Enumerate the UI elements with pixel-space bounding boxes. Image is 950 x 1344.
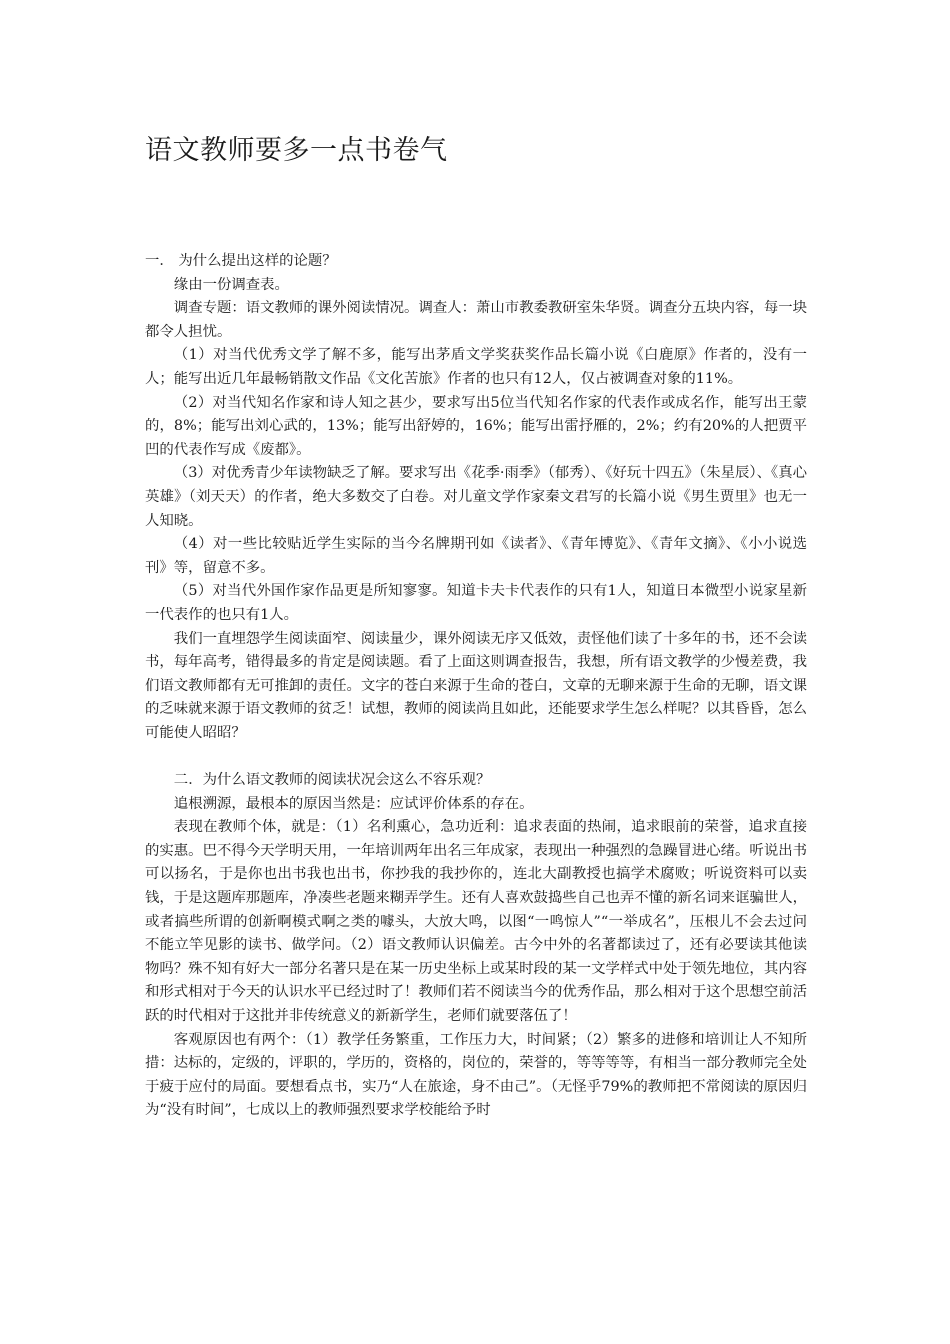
paragraph: 我们一直埋怨学生阅读面窄、阅读量少，课外阅读无序又低效，责怪他们读了十多年的书，还不会读书，每年高考，错得最多的肯定是阅读题。看了上面这则调查报告，我想，所有语文教学的少慢差费，我们语文教师都有无可推卸的责任。文字的苍白来源于生命的苍白，文章的无聊来源于生命的无聊，语文课的乏味就来源于语文教师的贫乏！试想，教师的阅读尚且如此，还能要求学生怎么样呢？以其昏昏，怎么可能使人昭昭？ — [145, 630, 807, 741]
document-body — [145, 250, 807, 1123]
section-1-heading: 一． 为什么提出这样的论题？ — [145, 253, 337, 269]
section-2-heading: 二．为什么语文教师的阅读状况会这么不容乐观？ — [173, 772, 491, 789]
page-title: 语文教师要多一点书卷气 — [145, 135, 448, 166]
paragraph: （3）对优秀青少年读物缺乏了解。要求写出《花季·雨季》（郁秀）、《好玩十四五》（朱星辰）、《真心英雄》（刘天天）的作者，绝大多数交了白卷。对儿童文学作家秦文君写的长篇小说《男生贾里》也无一人知晓。 — [145, 465, 807, 529]
paragraph: 追根溯源，最根本的原因当然是：应试评价体系的存在。 — [173, 795, 534, 812]
paragraph: 客观原因也有两个：（1）教学任务繁重，工作压力大，时间紧；（2）繁多的进修和培训让人不知所措：达标的，定级的，评职的，学历的，资格的，岗位的，荣誉的，等等等等，有相当一部分教师完全处于疲于应付的局面。要想看点书，实乃“人在旅途，身不由己”。（无怪乎79%的教师把不常阅读的原因归为“没有时间”，七成以上的教师强烈要求学校能给予时 — [145, 1031, 807, 1119]
paragraph: 表现在教师个体，就是：（1）名利熏心，急功近利：追求表面的热闹，追求眼前的荣誉，追求直接的实惠。巴不得今天学明天用，一年培训两年出名三年成家，表现出一种强烈的急躁冒进心绪。听说出书可以扬名，于是你也出书我也出书，你抄我的我抄你的，连北大副教授也搞学术腐败；听说资料可以卖钱，于是这题库那题库，净凑些老题来糊弄学生。还有人喜欢鼓捣些自己也弄不懂的新名词来诓骗世人，或者搞些所谓的创新啊模式啊之类的噱头，大放大鸣，以图“一鸣惊人”“一举成名”，压根儿不会去过问不能立竿见影的读书、做学问。（2）语文教师认识偏差。古今中外的名著都读过了，还有必要读其他读物吗？殊不知有好大一部分名著只是在某一历史坐标上或某时段的某一文学样式中处于领先地位，其内容和形式相对于今天的认识水平已经过时了！教师们若不阅读当今的优秀作品，那么相对于这个思想空前活跃的时代相对于这批并非传统意义的新新学生，老师们就要落伍了！ — [145, 819, 807, 1024]
paragraph: （2）对当代知名作家和诗人知之甚少，要求写出5位当代知名作家的代表作或成名作，能写出王蒙的，8%；能写出刘心武的，13%；能写出舒婷的，16%；能写出雷抒雁的，2%；约有20%的人把贾平凹的代表作写成《废都》。 — [145, 394, 807, 458]
paragraph: （4）对一些比较贴近学生实际的当今名牌期刊如《读者》、《青年博览》、《青年文摘》、《小小说选刊》等，留意不多。 — [145, 536, 807, 576]
paragraph: 调查专题：语文教师的课外阅读情况。调查人：萧山市教委教研室朱华贤。调查分五块内容，每一块都令人担忧。 — [145, 300, 807, 340]
paragraph: 缘由一份调查表。 — [173, 276, 289, 293]
paragraph: （1）对当代优秀文学了解不多，能写出茅盾文学奖获奖作品长篇小说《白鹿原》作者的，没有一人；能写出近几年最畅销散文作品《文化苦旅》作者的也只有12人，仅占被调查对象的11%。 — [145, 347, 807, 387]
paragraph: （5）对当代外国作家作品更是所知寥寥。知道卡夫卡代表作的只有1人，知道日本微型小说家星新一代表作的也只有1人。 — [145, 583, 807, 623]
section-spacer — [145, 745, 807, 769]
